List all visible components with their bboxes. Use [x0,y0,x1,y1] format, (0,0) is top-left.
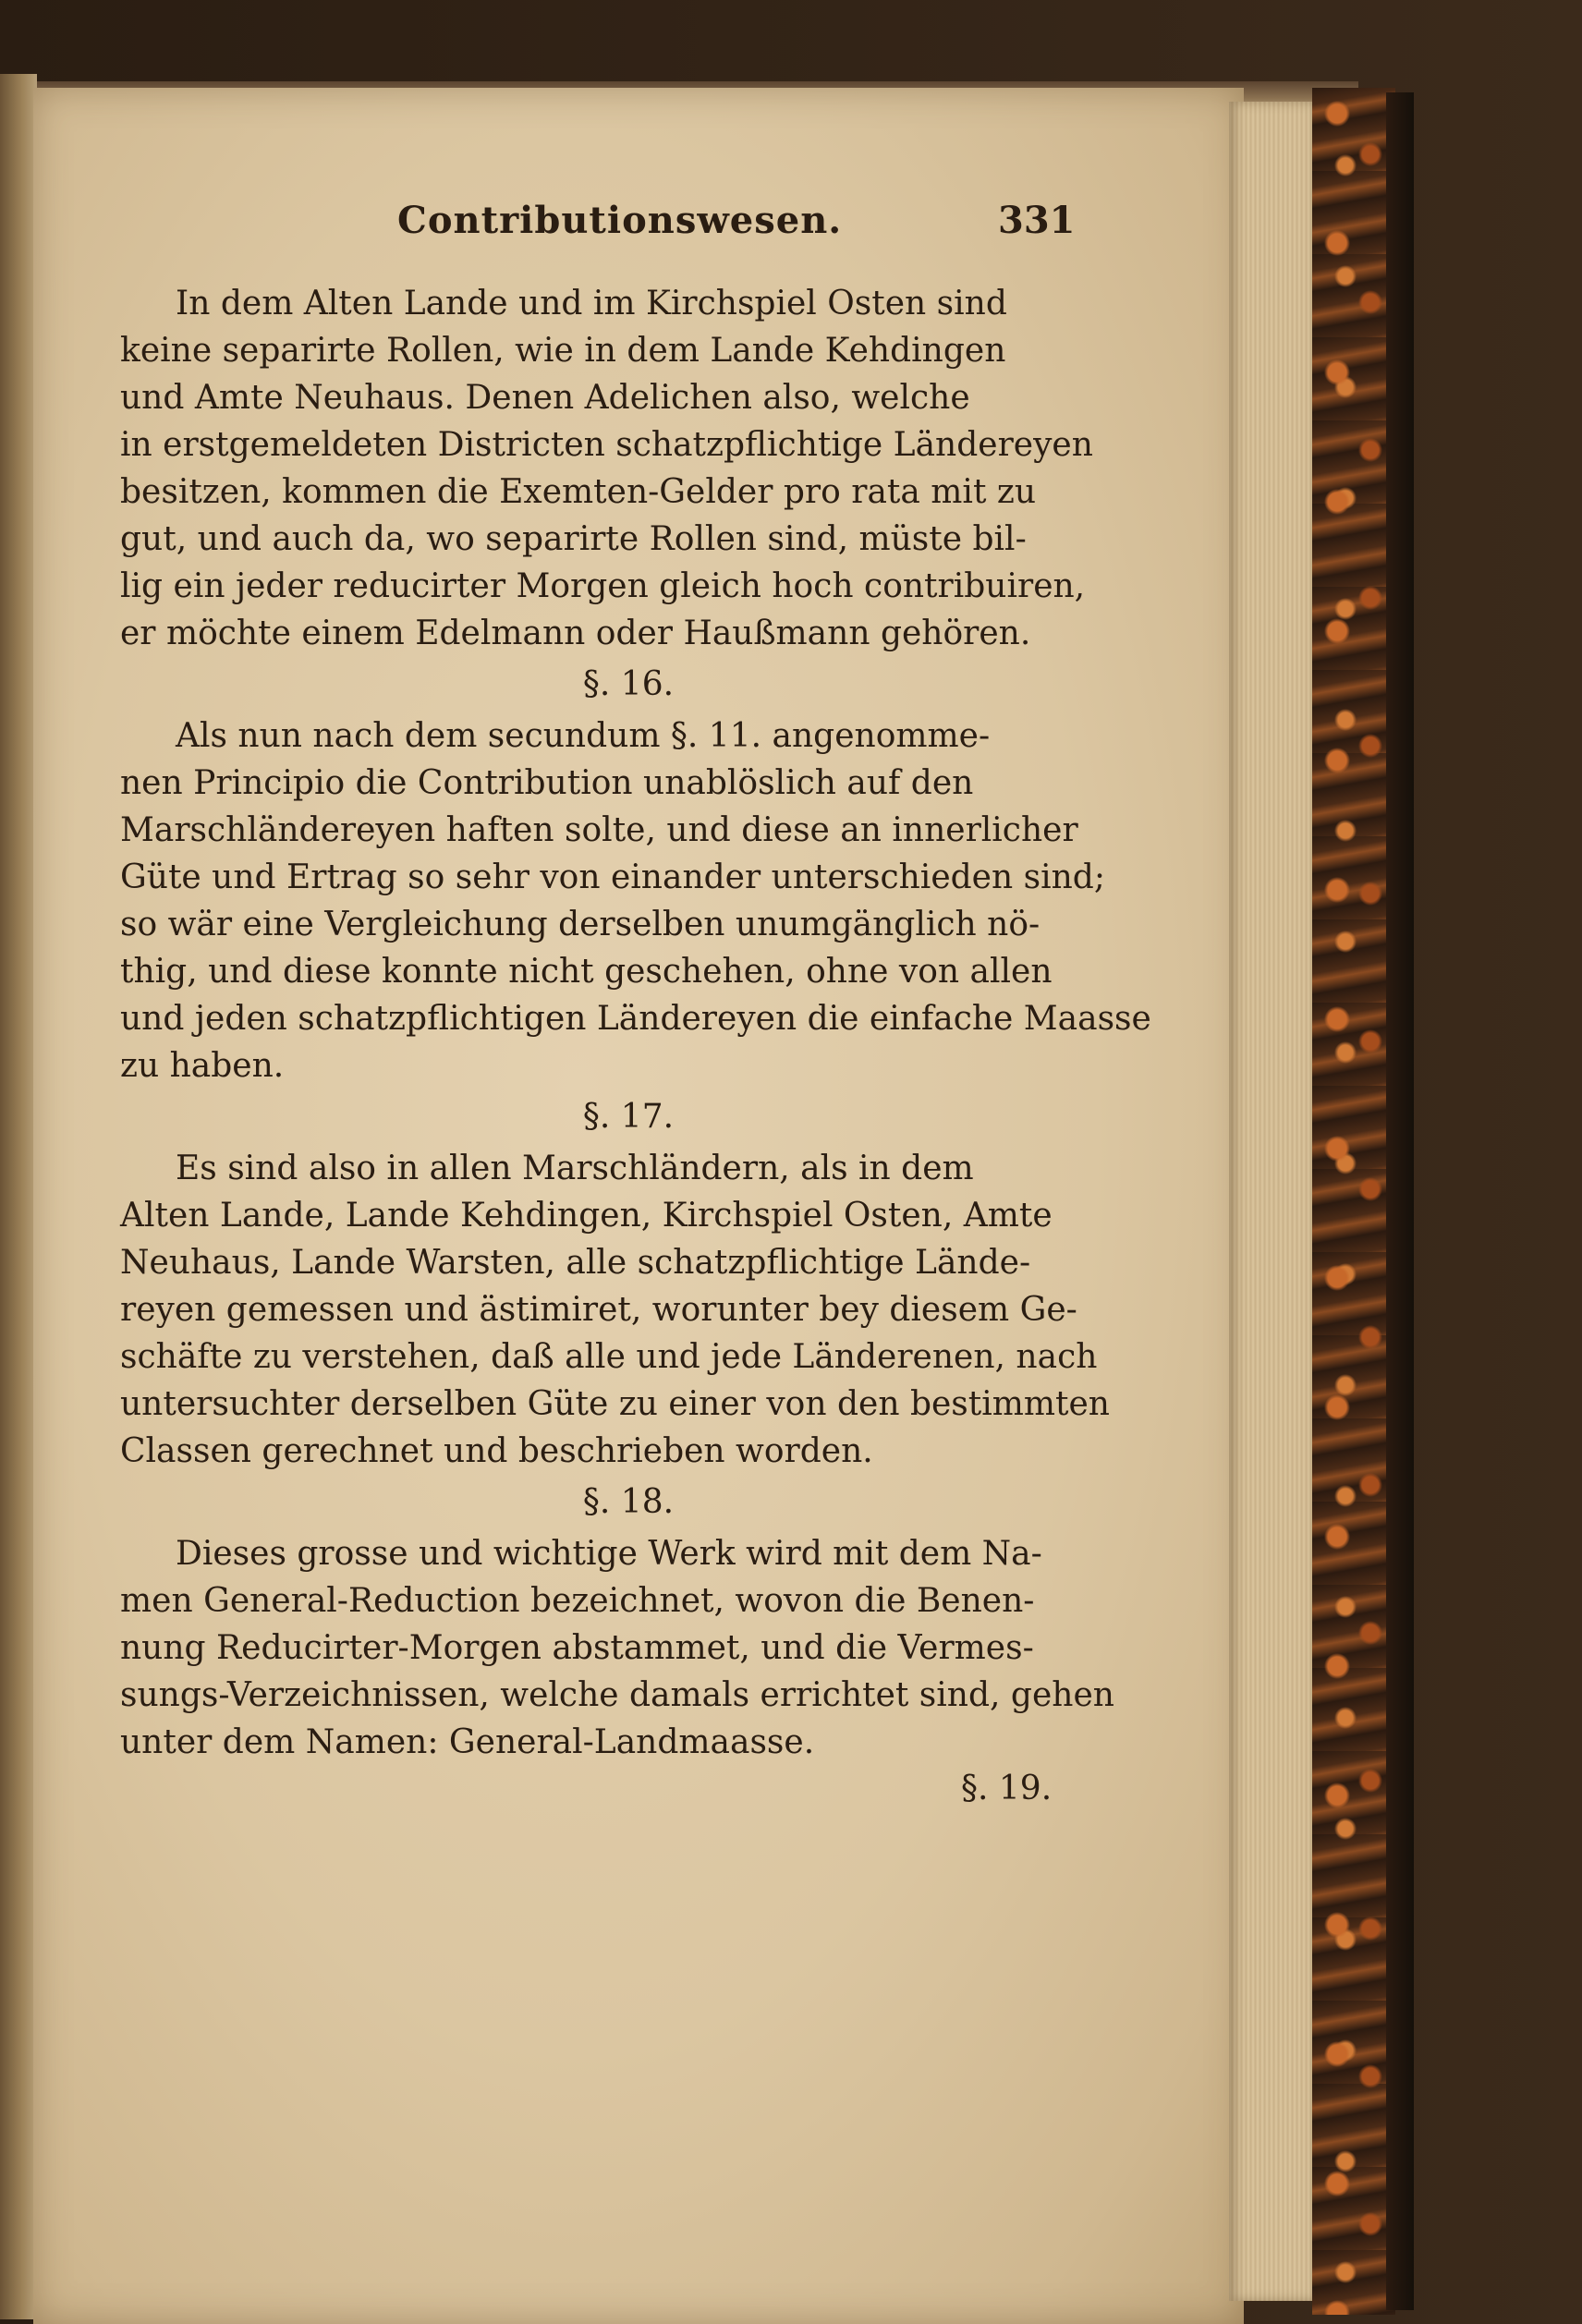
running-head [120,199,1100,254]
paragraph-2 [120,712,1151,1089]
marbled-cover [1312,88,1395,2315]
catchword: §. 19. [961,1770,1053,1807]
text-line: reyen gemessen und ästimiret, worunter bey diesem Ge- [120,1291,1077,1329]
text-line: untersuchter derselben Güte zu einer von den bestimmten [120,1385,1110,1423]
text-line: Als nun nach dem secundum §. 11. angenomme- [176,717,991,755]
text-line: Alten Lande, Lande Kehdingen, Kirchspiel Osten, Amte [120,1197,1053,1235]
text-line: men General-Reduction bezeichnet, wovon die Benen- [120,1582,1035,1620]
text-line: er möchte einem Edelmann oder Haußmann gehören. [120,614,1031,652]
text-line: Güte und Ertrag so sehr von einander unterschieden sind; [120,858,1105,896]
text-line: unter dem Namen: General-Landmaasse. [120,1723,815,1761]
text-line: Es sind also in allen Marschländern, als in dem [176,1150,974,1187]
text-line: thig, und diese konnte nicht geschehen, ohne von allen [120,953,1053,991]
text-line: sungs-Verzeichnissen, welche damals errichtet sind, gehen [120,1676,1114,1714]
cover-edge [1386,92,1414,2310]
text-line: zu haben. [120,1047,285,1085]
text-line: gut, und auch da, wo separirte Rollen sind, müste bil- [120,520,1027,558]
text-line: Neuhaus, Lande Warsten, alle schatzpflichtige Lände- [120,1244,1031,1282]
text-line: Marschländereyen haften solte, und diese an innerlicher [120,811,1078,849]
text-line: und jeden schatzpflichtigen Ländereyen die einfache Maasse [120,1000,1151,1038]
section-heading-18: §. 18. [582,1483,675,1521]
text-line: nung Reducirter-Morgen abstammet, und die Vermes- [120,1629,1034,1667]
text-line: und Amte Neuhaus. Denen Adelichen also, welche [120,379,970,417]
text-line: Dieses grosse und wichtige Werk wird mit dem Na- [176,1535,1042,1573]
section-heading-17: §. 17. [582,1098,675,1136]
text-line: In dem Alten Lande und im Kirchspiel Osten sind [176,285,1007,322]
text-line: keine separirte Rollen, wie in dem Lande Kehdingen [120,332,1006,370]
running-title: Contributionswesen. [397,199,843,242]
text-line: schäfte zu verstehen, daß alle und jede Länderenen, nach [120,1338,1098,1376]
text-area [120,199,1151,1821]
text-line: lig ein jeder reducirter Morgen gleich hoch contribuiren, [120,567,1086,605]
left-board-edge [0,74,37,2319]
paragraph-3 [120,1145,1110,1475]
text-line: nen Principio die Contribution unablöslich auf den [120,764,974,802]
text-line: besitzen, kommen die Exemten-Gelder pro rata mit zu [120,473,1037,511]
paragraph-4 [120,1530,1114,1766]
section-heading-16: §. 16. [582,665,675,703]
paragraph-1 [120,280,1100,657]
text-line: Classen gerechnet und beschrieben worden. [120,1432,873,1470]
text-line: so wär eine Vergleichung derselben unumgänglich nö- [120,906,1040,943]
text-line: in erstgemeldeten Districten schatzpflichtige Ländereyen [120,426,1093,464]
page-number: 331 [998,199,1076,242]
page-block-fore-edge [1229,102,1312,2301]
